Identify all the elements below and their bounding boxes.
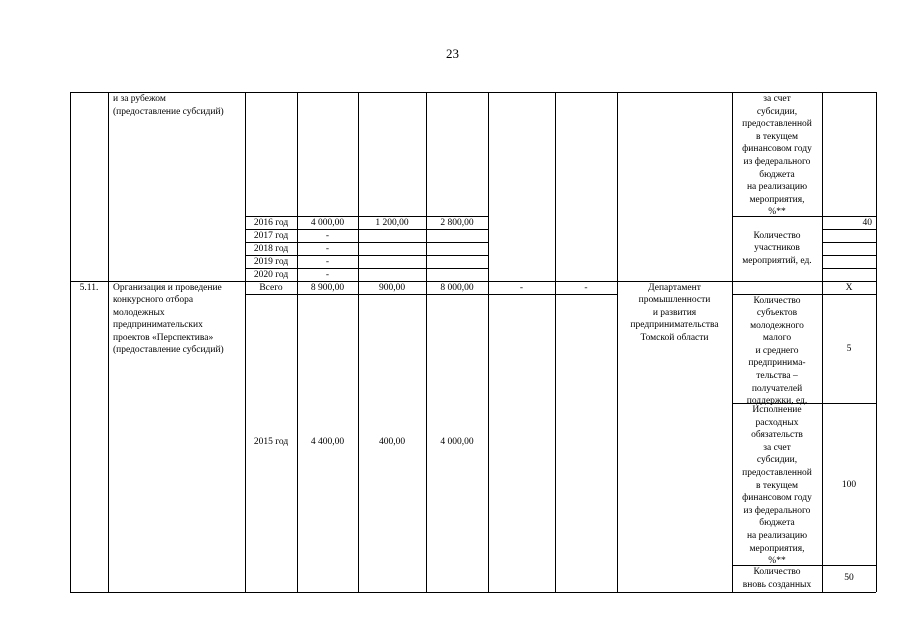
indicator-name-line: мероприятия,: [749, 194, 805, 205]
indicator-name-line: субсидии,: [756, 106, 798, 117]
indicator-name-line: на реализацию: [746, 530, 808, 541]
indicator-name-line: из федерального: [743, 505, 811, 516]
measure-name-line: и за рубежом: [113, 94, 166, 104]
indicator-name-line: расходных: [755, 417, 799, 428]
table-rule: [876, 92, 877, 592]
indicator-name-line: в текущем: [755, 480, 798, 491]
executor-line: Томской области: [640, 332, 709, 343]
table-rule: [245, 92, 246, 592]
indicator-name-line: на реализацию: [746, 182, 808, 193]
amount-regional: 8 000,00: [440, 282, 474, 293]
indicator-name: [734, 230, 820, 268]
indicator-name-line: из федерального: [743, 156, 811, 167]
measure-name-line: конкурсного отбора: [113, 295, 194, 306]
amount-total: -: [325, 256, 330, 267]
executor-line: промышленности: [638, 295, 711, 306]
measure-name: [113, 93, 243, 118]
indicator-name-line: Количество: [753, 230, 801, 241]
indicator-name-line: Количество: [753, 295, 801, 306]
measure-name: [113, 282, 243, 358]
indicator-name-line: бюджета: [759, 169, 795, 180]
indicator-name-line: мероприятий, ед.: [742, 255, 812, 266]
indicator-name-line: мероприятия,: [749, 543, 805, 554]
amount-total: -: [325, 269, 330, 280]
measure-name-line: Организация и проведение: [113, 282, 222, 293]
indicator-value: 50: [844, 573, 854, 583]
executor: [617, 282, 732, 345]
measure-name-line: (предоставление субсидий): [113, 106, 224, 117]
indicator-name-line: бюджета: [759, 518, 795, 529]
amount-regional: 2 800,00: [440, 217, 474, 228]
indicator-name: [734, 295, 820, 408]
indicator-name-line: %**: [768, 556, 786, 567]
total-label: Всего: [259, 282, 283, 293]
indicator-name-line: субъектов: [756, 308, 798, 319]
indicator-name-line: и среднего: [755, 345, 799, 356]
amount-total: -: [325, 243, 330, 254]
year-label: 2019 год: [253, 256, 289, 267]
table-rule: [297, 92, 298, 592]
table-rule: [555, 92, 556, 592]
indicator-name-line: малого: [762, 333, 792, 344]
table-rule: [732, 92, 733, 592]
indicator-name-line: финансовом году: [742, 144, 812, 155]
indicator-name-line: поддержки, ед.: [746, 396, 808, 407]
table-rule: [488, 92, 489, 592]
indicator-name-line: предоставленной: [742, 119, 812, 130]
indicator-value: 5: [846, 344, 852, 354]
executor-line: и развития: [652, 307, 697, 318]
indicator-name-line: вновь созданных: [742, 579, 812, 590]
indicator-name: [734, 93, 820, 219]
indicator-name-line: за счет: [763, 94, 791, 104]
amount-total: 4 400,00: [310, 437, 345, 447]
year-label: 2020 год: [253, 269, 289, 280]
indicator-name-line: участников: [754, 243, 800, 254]
indicator-name-line: предпринима-: [748, 358, 806, 369]
measure-name-line: проектов «Перспектива»: [113, 332, 214, 343]
amount-regional: 4 000,00: [440, 437, 474, 447]
indicator-name-line: субсидии,: [756, 455, 798, 466]
page-number: 23: [446, 46, 459, 61]
indicator-value: 40: [862, 217, 872, 228]
row-number: 5.11.: [79, 282, 99, 293]
amount-extra: -: [584, 282, 588, 293]
year-label: 2016 год: [253, 217, 289, 228]
table-rule: [822, 255, 876, 256]
year-label: 2017 год: [253, 230, 289, 241]
indicator-name-line: тельства –: [756, 371, 798, 382]
table-rule: [426, 92, 427, 592]
measure-name-line: молодежных: [113, 307, 165, 318]
executor-line: предпринимательства: [630, 320, 719, 331]
indicator-name-line: обязательств: [751, 430, 803, 441]
table-rule: [108, 92, 109, 592]
indicator-name-line: за счет: [763, 442, 791, 453]
executor-line: Департамент: [648, 282, 701, 293]
indicator-value: 100: [841, 480, 857, 490]
year-label: 2015 год: [253, 437, 289, 447]
table-rule: [822, 229, 876, 230]
indicator-name-line: финансовом году: [742, 493, 812, 504]
indicator-name-line: Исполнение: [752, 405, 802, 415]
table-rule: [70, 92, 71, 592]
amount-total: 4 000,00: [310, 217, 345, 228]
table-rule: [358, 92, 359, 592]
indicator-name-line: молодежного: [750, 320, 804, 331]
indicator-name: [734, 566, 820, 591]
amount-total: -: [325, 230, 330, 241]
indicator-name-line: в текущем: [755, 131, 798, 142]
measure-name-line: предпринимательских: [113, 320, 203, 331]
table-rule: [70, 592, 876, 593]
table-rule: [822, 242, 876, 243]
measure-name-line: (предоставление субсидий): [113, 345, 224, 356]
indicator-name-line: Количество: [753, 567, 801, 577]
amount-federal: 1 200,00: [375, 217, 409, 228]
amount-federal: 400,00: [378, 437, 406, 447]
indicator-value: X: [845, 282, 853, 293]
indicator-name-line: %**: [768, 207, 786, 218]
table-rule: [822, 92, 823, 592]
indicator-name-line: предоставленной: [742, 467, 812, 478]
amount-local: -: [519, 282, 524, 293]
amount-total: 8 900,00: [310, 282, 345, 293]
table-rule: [822, 268, 876, 269]
amount-federal: 900,00: [378, 282, 406, 293]
indicator-name: [734, 404, 820, 568]
year-label: 2018 год: [253, 243, 289, 254]
table-rule: [245, 294, 617, 295]
indicator-name-line: получателей: [751, 383, 803, 394]
